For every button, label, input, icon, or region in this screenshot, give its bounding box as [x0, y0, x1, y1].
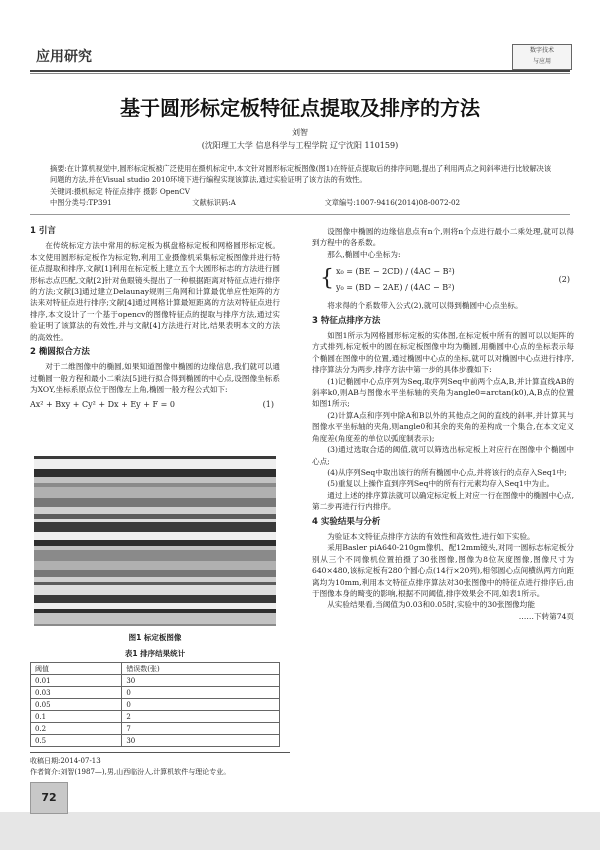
equation-2	[312, 262, 574, 298]
table-caption: 表1 排序结果统计	[124, 649, 186, 658]
logo-bottom-text: 与应用	[532, 58, 551, 65]
footnote-rule	[30, 752, 290, 753]
paragraph-least-squares: 设图像中椭圆的边缘信息点有n个,则将n个点进行最小二乘处理,就可以得到方程中的各系数。	[312, 227, 574, 248]
image-band	[34, 459, 276, 469]
document-code: 文献标识码:A	[192, 198, 236, 207]
image-band	[34, 487, 276, 498]
table-row	[31, 675, 280, 687]
paragraph-experiment: 为验证本文特征点排序方法的有效性和高效性,进行如下实验。	[327, 531, 535, 541]
table-cell: 2	[122, 711, 280, 723]
table-row	[31, 711, 280, 723]
section-heading-4: 4 实验结果与分析	[312, 516, 381, 527]
table-cell: 0.2	[31, 723, 122, 735]
paragraph-sorting: 如图1所示为网格圆形标定板的实体图,在标定板中所有的圆可以以矩阵的方式排列,标定板中的圆在标定板图像中均为椭圆,用椭圆中心点的坐标表示每个椭圆在图像中的位置,通过椭圆中心点的坐标,就可以对椭圆中心点进行排序,排序算法分为两步,排序方法中第一步的具体步骤如下:	[312, 331, 574, 375]
paragraph-row-sort: 通过上述的排序算法就可以确定标定板上对应一行在图像中的椭圆中心点,第二步再进行行内排序。	[312, 490, 574, 512]
image-band	[34, 561, 276, 570]
calibration-board-image	[34, 456, 276, 626]
section-heading-2: 2 椭圆拟合方法	[30, 347, 90, 358]
journal-logo	[512, 44, 572, 70]
author-bio: 作者简介:刘智(1987—),男,山西临汾人,计算机软件与理论专业。	[30, 768, 231, 776]
image-band	[34, 498, 276, 507]
paper-title: 基于圆形标定板特征点提取及排序的方法	[120, 96, 480, 120]
table-header-threshold: 阈值	[31, 663, 122, 675]
image-band	[34, 546, 276, 550]
section-heading-1: 1 引言	[30, 226, 56, 236]
image-band	[34, 519, 276, 522]
equation-2-number: (2)	[558, 275, 570, 285]
image-band	[34, 582, 276, 585]
image-band	[34, 507, 276, 514]
right-column	[312, 226, 574, 622]
image-band	[34, 595, 276, 603]
image-band	[34, 483, 276, 487]
image-band	[34, 624, 276, 626]
image-band	[34, 609, 276, 613]
table-cell: 30	[122, 735, 280, 747]
paper-affiliation: (沈阳理工大学 信息科学与工程学院 辽宁沈阳 110159)	[201, 141, 399, 150]
table-cell: 30	[122, 675, 280, 687]
image-band	[34, 456, 276, 459]
logo-top-text: 数字技术	[529, 47, 554, 54]
equation-1-body: Ax² + Bxy + Cy² + Dx + Ey + F = 0	[30, 399, 175, 409]
article-number: 文章编号:1007-9416(2014)08-0072-02	[324, 198, 461, 207]
table-row	[31, 687, 280, 699]
results-table	[30, 662, 280, 747]
equation-1-number: (1)	[262, 399, 274, 409]
table-cell: 0.1	[31, 711, 122, 723]
image-band	[34, 477, 276, 483]
figure-caption: 图1 标定板图像	[128, 633, 182, 642]
paragraph-ellipse: 对于二维图像中的椭圆,如果知道图像中椭圆的边缘信息,我们就可以通过椭圆一般方程和最小二乘法[5]进行拟合得到椭圆的中心点,设图像坐标系为XOY,坐标系原点位于图像左上角,椭圆一般方程公式如下:	[30, 362, 280, 395]
table-cell: 0.01	[31, 675, 122, 687]
bottom-band	[0, 812, 600, 850]
classification-line	[50, 198, 555, 208]
section-divider	[30, 214, 570, 215]
table-cell: 0.5	[31, 735, 122, 747]
paragraph-center-intro: 那么,椭圆中心坐标为:	[327, 249, 401, 259]
table-cell: 7	[122, 723, 280, 735]
section-heading-3: 3 特征点排序方法	[312, 315, 381, 326]
brace-glyph: {	[320, 266, 334, 292]
table-row	[31, 699, 280, 711]
paragraph-intro: 在传统标定方法中常用的标定板为棋盘格标定板和网格圆形标定板。本文使用圆形标定板作为标定物,利用工业摄像机采集标定板图像并进行特征点提取和排序,文献[1]利用在标定板上建立五个大圆形标志的方法进行圆形标志点匹配,文献[2]针对鱼眼镜头提出了一种根据距离对特征点进行排序的方法;文献[3]通过建立Delaunay规则三角网和计算最优单应性矩阵的方法来对特征点进行排序;文献[4]通过网格计算最短距离的方法对特征点进行排序,本文设计了一个基于opencv的图像特征点的提取与排序方法,通过实验证明了该算法的有效性,并与文献[4]方法进行对比,结果表明本文的方法的高效性。	[30, 241, 280, 342]
step-4: (4)从序列Seq中取出该行的所有椭圆中心点,并将该行的点存入Seq1中;	[327, 467, 567, 477]
table-cell: 0.03	[31, 687, 122, 699]
image-band	[34, 469, 276, 477]
image-band	[34, 585, 276, 595]
step-3: (3)通过选取合适的阈值,就可以筛选出标定板上对应行在图像中个椭圆中心点;	[312, 445, 574, 466]
continued-note: ……下转第74页	[518, 611, 574, 621]
image-band	[34, 550, 276, 561]
equation-1	[30, 399, 280, 411]
image-band	[34, 514, 276, 519]
table-cell: 0	[122, 699, 280, 711]
header-rule-thin	[30, 73, 570, 74]
paper-keywords: 关键词:摄机标定 特征点排序 摄影 OpenCV	[50, 187, 190, 196]
page-number: 72	[30, 782, 68, 814]
step-1: (1)记椭圆中心点序列为Seq,取序列Seq中前两个点A,B,并计算直线AB的斜率k0,则AB与图像水平坐标轴的夹角为angle0=arctan(k0),A,B点的位置如图1所示;	[312, 376, 574, 409]
paragraph-setup: 采用Basler piA640-210gm像机、配12mm镜头,对同一圆标志标定板分别从三个不同像机位置拍摄了30张图像,图像为8位灰度图像,图像尺寸为640×480,该标定板有280个圆心点(14行×20列),相邻圆心点间横纵两方向距离均为10mm,利用本文特征点排序算法对30张图像中的特征点进行排序后,由于图像本身的畸变的影响,根据不同阈值,排序效果会不同,如表1所示。	[312, 543, 574, 598]
image-band	[34, 522, 276, 532]
paper-author: 刘智	[292, 128, 308, 137]
table-header-errors: 错误数(张)	[122, 663, 280, 675]
image-band	[34, 570, 276, 577]
calibration-board-figure	[34, 456, 276, 626]
left-column	[30, 226, 280, 411]
equation-2-y: y₀ = (BD − 2AE) / (4AC − B²)	[336, 283, 455, 293]
step-2: (2)计算A点和序列中除A和B以外的其他点之间的直线的斜率,并计算其与图像水平坐标轴的夹角,则angle0和其余的夹角的差构成一个集合,在本文定义角度差(角度差的单位以弧度制表示);	[312, 410, 574, 443]
received-date: 收稿日期:2014-07-13	[30, 757, 101, 765]
class-number: 中图分类号:TP391	[50, 198, 112, 207]
column-label: 应用研究	[36, 49, 92, 65]
table-row	[31, 723, 280, 735]
paper-abstract: 摘要:在计算机视觉中,圆形标定板被广泛使用在摄机标定中,本文针对圆形标定板图像(图1)在特征点提取后的排序问题,提出了利用两点之间斜率进行比较解决该问题的方法,并在Visual studio 2010环境下进行编程实现该算法,通过实验证明了该方法的有效性。	[50, 164, 552, 184]
image-band	[34, 603, 276, 609]
table-cell: 0	[122, 687, 280, 699]
image-band	[34, 577, 276, 582]
table-cell: 0.05	[31, 699, 122, 711]
image-band	[34, 613, 276, 624]
step-5: (5)重复以上操作直到序列Seq中的所有行元素均存入Seq1中为止。	[327, 479, 555, 489]
header-rule	[30, 70, 570, 72]
image-band	[34, 540, 276, 546]
paragraph-conclusion: 从实验结果看,当阈值为0.03和0.05时,实验中的30张图像均能	[327, 600, 535, 610]
image-band	[34, 532, 276, 540]
table-row	[31, 735, 280, 747]
equation-2-x: x₀ = (BE − 2CD) / (4AC − B²)	[336, 267, 455, 277]
paragraph-substitute: 将求得的个系数带入公式(2),就可以得到椭圆中心点坐标。	[327, 301, 523, 311]
